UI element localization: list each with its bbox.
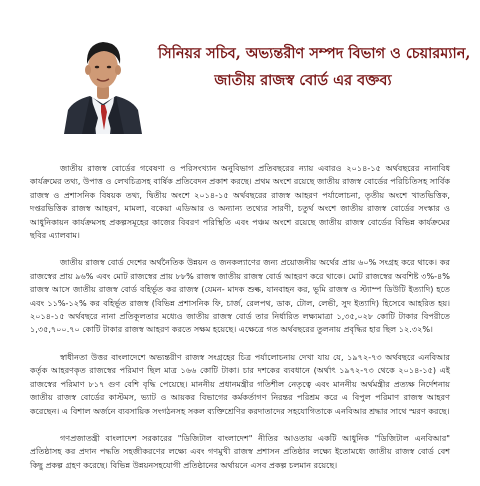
title-line-2: জাতীয় রাজস্ব বোর্ড এর বক্তব্য [214,72,392,89]
portrait-icon [60,30,146,134]
paragraph-4: গণপ্রজাতন্ত্রী বাংলাদেশ সরকারের "ডিজিটাল বাংলাদেশ" নীতির আওতায় একটি আধুনিক "ডিজিটাল এনবিআর" প্রতিষ্ঠাসহ কর প্রদান পদ্ধতি সহজীকরণের লক্ষ্যে এবং গণমুখী রাজস্ব প্রশাসন প্রতিষ্ঠার লক্ষ্যে ইতোমধ্যে জাতীয় রাজস্ব বোর্ড বেশ কিছু প্রকল্প গ্রহণ করেছে। বিভিন্ন উন্নয়নসহযোগী প্রতিষ্ঠানের অর্থায়নে এসব প্রকল্প চলমান রয়েছে। [30,432,450,470]
title-line-1: সিনিয়র সচিব, অভ্যন্তরীণ সম্পদ বিভাগ ও চেয়ারম্যান, [158,45,471,62]
statement-body [30,162,450,486]
paragraph-1: জাতীয় রাজস্ব বোর্ডের গবেষণা ও পরিসংখ্যান অনুবিভাগ প্রতিবছরের ন্যায় এবারও ২০১৪-১৫ অর্থবছরের নানাবিধ কার্যক্রমের তথ্য, উপাত্ত ও লেখচিত্রসহ বার্ষিক প্রতিবেদন প্রকাশ করছে। প্রথম অংশে রয়েছে জাতীয় রাজস্ব বোর্ডের পরিচিতিসহ সার্বিক রাজস্ব ও প্রশাসনিক বিষয়ক তথ্য, দ্বিতীয় অংশে ২০১৪-১৫ অর্থবছরের রাজস্ব আহরণ পর্যালোচনা, তৃতীয় অংশে খাতভিত্তিক, দপ্তরভিত্তিক রাজস্ব আহরণ, মামলা, বকেয়া এডিআর ও অন্যান্য তথ্যের সারণী, চতুর্থ অংশে জাতীয় রাজস্ব বোর্ডের সংস্কার ও আধুনিকায়ন কার্যক্রমসহ প্রকল্পসমূহের কাজের বিবরণ পরিস্থিতি এবং পঞ্চম অংশে রয়েছে জাতীয় রাজস্ব বোর্ডের বিভিন্ন কার্যক্রমের ছবির এ্যালবাম। [30,163,450,241]
page-title [158,44,471,92]
paragraph-3: স্বাধীনতা উত্তর বাংলাদেশে অভ্যন্তরীণ রাজস্ব সংগ্রহের চিত্র পর্যালোচনায় দেখা যায় যে, ১৯৭২-৭৩ অর্থবছরে এনবিআর কর্তৃক আহরণকৃত রাজস্বের পরিমাণ ছিল মাত্র ১৬৬ কোটি টাকা। চার দশকের ব্যবধানে (অর্থাৎ ১৯৭২-৭৩ থেকে ২০১৪-১৫) এই রাজস্বের পরিমাণ ৮১৭ গুণ বেশি বৃদ্ধি পেয়েছে। মাননীয় প্রধানমন্ত্রীর গতিশীল নেতৃত্বে এবং মাননীয় অর্থমন্ত্রীর প্রত্যক্ষ নির্দেশনায় জাতীয় রাজস্ব বোর্ডের কাস্টমস, ভ্যাট ও আয়কর বিভাগের কর্মকর্তাগণ নিরন্তর পরিশ্রম করে এ বিপুল পরিমাণ রাজস্ব আহরণ করেছেন। এ বিশাল অর্জনে ব্যবসায়িক সংগঠনসহ সকল ব্যক্তিশ্রেণির করদাতাদের সহযোগিতাকে এনবিআর শ্রদ্ধার সাথে স্মরণ করছে। [30,351,450,416]
portrait-photo [60,30,146,134]
paragraph-2: জাতীয় রাজস্ব বোর্ড দেশের অর্থনৈতিক উন্নয়ন ও জনকল্যাণের জন্য প্রয়োজনীয় অর্থের প্রায় ৬০% সংগ্রহ করে থাকে। কর রাজস্বের প্রায় ৯৬% এবং মোট রাজস্বের প্রায় ৮৮% রাজস্ব জাতীয় রাজস্ব বোর্ড আহরণ করে থাকে। মোট রাজস্বের অবশিষ্ট ৩%-৪% রাজস্ব আসে জাতীয় রাজস্ব বোর্ড বহির্ভূত কর রাজস্ব (যেমন- মাদক শুল্ক, যানবাহন কর, ভূমি রাজস্ব ও স্ট্যাম্প ডিউটি ইত্যাদি) হতে এবং ১১%-১২% কর বহির্ভূত রাজস্ব (বিভিন্ন প্রশাসনিক ফি, চার্জ, রেলপথ, ডাক, টোল, লেভী, সুদ ইত্যাদি) হিসেবে আহরিত হয়। ২০১৪-১৫ অর্থবছরে নানা প্রতিকূলতার মধ্যেও জাতীয় রাজস্ব বোর্ড তার নির্ধারিত লক্ষ্যমাত্রা ১,৩৫,০২৮ কোটি টাকার বিপরীতে ১,৩৫,৭০০.৭০ কোটি টাকার রাজস্ব আহরণ করতে সক্ষম হয়েছে। এক্ষেত্রে গত অর্থবছরের তুলনায় প্রবৃদ্ধির হার ছিল ১২.৩২%। [30,257,450,335]
